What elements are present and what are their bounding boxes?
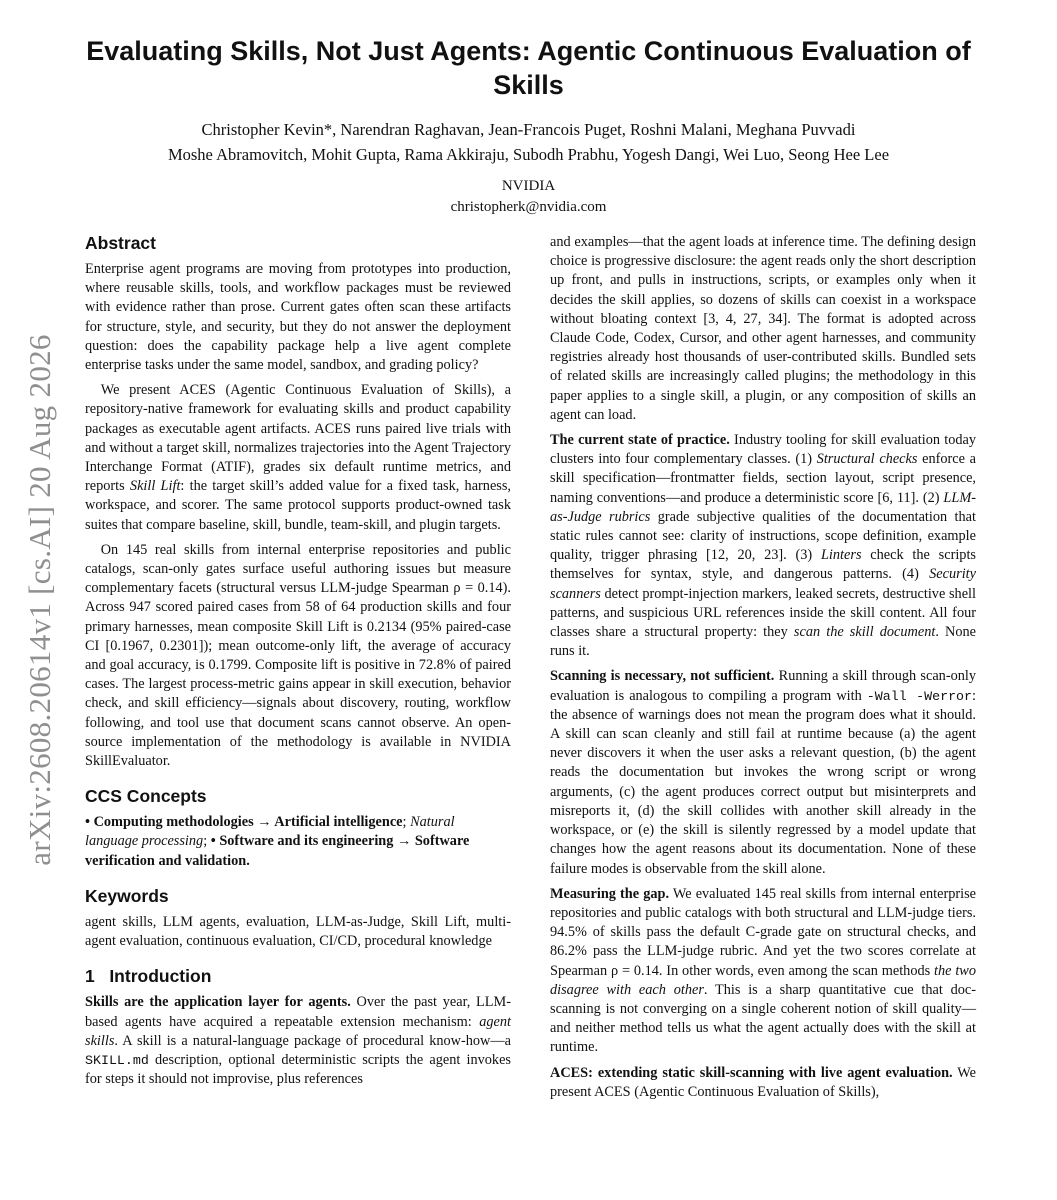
introduction-paragraph-1: Skills are the application layer for agents. Over the past year, LLM-based agents have acquired a repeatable extension mechanism: agent skills. A skill is a natural-language package of procedural know-how—a SKILL.md description, optional deterministic scripts the agent invokes for steps it should not improvise, plus references: [85, 994, 511, 1088]
introduction-heading: 1 Introduction: [85, 966, 212, 987]
abstract-heading: Abstract: [85, 233, 156, 253]
paper-title: Evaluating Skills, Not Just Agents: Agentic Continuous Evaluation of Skills: [86, 36, 971, 100]
measuring-gap-paragraph: Measuring the gap. We evaluated 145 real skills from internal enterprise repositories and public catalogs with both structural and LLM-judge tiers. 94.5% of skills pass the default C-grade gate on structural checks, and 86.2% pass the LLM-judge rubric. And yet the two scores correlate at Spearman ρ = 0.14. In other words, even among the scan methods the two disagree with each other. This is a sharp quantitative cue that doc-scanning is not converging on a single coherent notion of skill quality—and neither method tells us what the agent actually does with the skill at runtime.: [550, 885, 977, 1056]
keywords-list: agent skills, LLM agents, evaluation, LLM-as-Judge, Skill Lift, multi-agent evaluation, continuous evaluation, CI/CD, procedural knowledge: [85, 913, 511, 950]
right-column: [550, 233, 976, 1108]
affiliation-block: [60, 176, 997, 218]
state-of-practice-paragraph: The current state of practice. Industry tooling for skill evaluation today clusters into four complementary classes. (1) Structural checks enforce a skill specification—frontmatter fields, section layout, script presence, naming conventions—and produce a deterministic score [6, 11]. (2) LLM-as-Judge rubrics grade subjective qualities of the documentation that static rules cannot see: clarity of instructions, scope definition, example quality, trigger phrasing [12, 20, 23]. (3) Linters check the scripts themselves for syntax, style, and dangerous patterns. (4) Security scanners detect prompt-injection markers, leaked secrets, destructive shell patterns, and suspicious URL references inside the skill content. All four classes share a structural property: they scan the skill document. None runs it.: [550, 432, 976, 660]
ccs-heading: CCS Concepts: [85, 786, 207, 807]
keywords-heading: Keywords: [85, 885, 169, 906]
author-list: [60, 117, 997, 167]
aces-paragraph: ACES: extending static skill-scanning with live agent evaluation. We present ACES (Agentic Continuous Evaluation of Skills),: [550, 1064, 976, 1100]
author-email: christopherk@nvidia.com: [450, 199, 607, 215]
abstract-paragraph-3: On 145 real skills from internal enterprise repositories and public catalogs, scan-only gates surface useful authoring issues but measure complementary facets (structural versus LLM-judge Spearman ρ = 0.14). Across 947 scored paired cases from 58 of 64 production skills and four primary harnesses, mean composite Skill Lift is 0.2134 (95% paired-case CI [0.1967, 0.2301]); mean outcome-only lift, the average of accuracy and goal accuracy, is 0.1799. Composite lift is positive in 72.8% of paired cases. The largest process-metric gains appear in skill execution, behavior check, and skill efficiency—signals about discovery, routing, workflow following, and tool use that document scans cannot observe. An open-source implementation of the methodology is available in NVIDIA SkillEvaluator.: [85, 541, 511, 770]
author-line-2: Moshe Abramovitch, Mohit Gupta, Rama Akkiraju, Subodh Prabhu, Yogesh Dangi, Wei Luo, Seong Hee Lee: [167, 145, 890, 164]
left-column: [85, 232, 511, 1095]
scanning-paragraph: Scanning is necessary, not sufficient. Running a skill through scan-only evaluation is analogous to compiling a program with -Wall -Werror: the absence of warnings does not mean the program does what it should. A skill can scan cleanly and still fail at runtime because (a) the agent never discovers it when the user asks a relevant question, (b) the agent reads the documentation but invokes the wrong script or wrong arguments, (c) the agent produces correct output but misinterprets and misreports it, (d) the skill collides with another skill already in the workspace, or (e) the skill is silently regressed by a model update that changes how the agent reasons about its documentation. None of these failure modes is observable from the skill alone.: [550, 668, 976, 877]
arxiv-identifier: arXiv:2608.20614v1 [cs.AI] 20 Aug 2026: [22, 334, 57, 866]
abstract-paragraph-1: Enterprise agent programs are moving from prototypes into production, where reusable skills, tools, and workflow packages must be reviewed with evidence rather than prose. Current gates often scan these artifacts for structure, style, and security, but they do not answer the deployment question: does the capability package help a live agent complete enterprise tasks under the same model, sandbox, and grading policy?: [85, 261, 511, 374]
intro-continued-paragraph: and examples—that the agent loads at inference time. The defining design choice is progressive disclosure: the agent reads only the short description up front, and pulls in instructions, scripts, or examples only when it decides the skill applies, so dozens of skills can coexist in a workspace without bloating context [3, 4, 27, 34]. The format is adopted across Claude Code, Codex, Cursor, and other agent harnesses, and community registries already host thousands of user-contributed skills. Bundled sets of related skills are increasingly called plugins; the methodology in this paper applies to a single skill, a plugin, or any composition of skills an agent can load.: [550, 234, 976, 423]
affiliation: NVIDIA: [501, 178, 556, 194]
author-line-1: Christopher Kevin*, Narendran Raghavan, Jean-Francois Puget, Roshni Malani, Meghana Puvvadi: [201, 120, 856, 139]
skill-lift-term: Skill Lift: [129, 478, 181, 495]
ccs-concepts: • Computing methodologies → Artificial intelligence; Natural language processing; • Software and its engineering → Software verification and validation.: [85, 814, 470, 869]
abstract-paragraph-2: We present ACES (Agentic Continuous Evaluation of Skills), a repository-native framework for evaluating skills and product capability packages as executable agent artifacts. ACES runs paired live trials with and without a target skill, normalizes trajectories into the Agent Trajectory Interchange Format (ATIF), grades six default runtime metrics, and reports Skill Lift: the target skill’s added value for a fixed task, harness, workspace, and scorer. The same protocol supports product-owned task suites that compare baseline, skill, bundle, team-skill, and plugin targets.: [85, 382, 511, 533]
